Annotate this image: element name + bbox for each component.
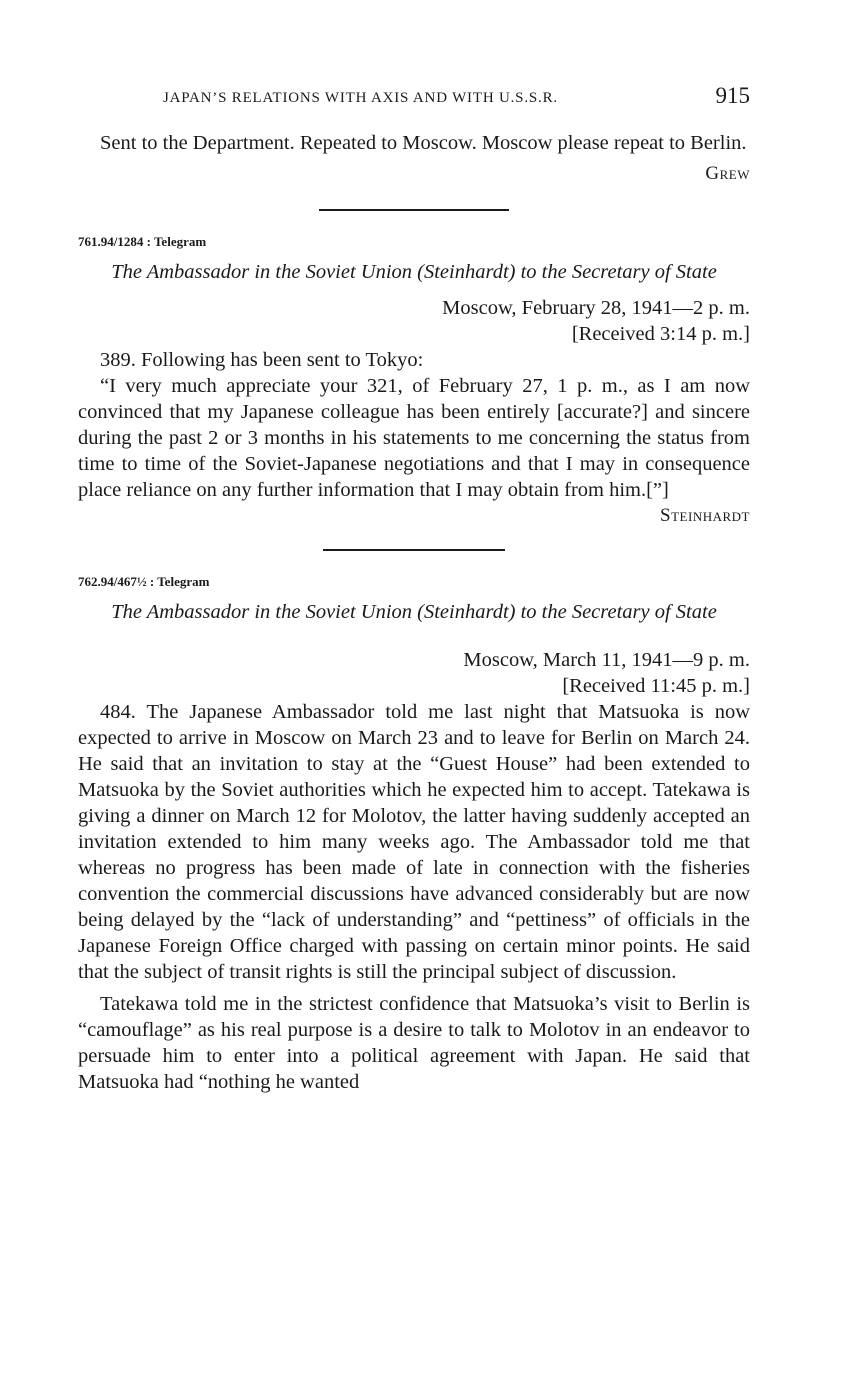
file-reference: 762.94/467½ : Telegram <box>78 574 210 589</box>
document-title: The Ambassador in the Soviet Union (Steinhardt) to the Secretary of State <box>111 261 717 283</box>
telegram-document <box>78 233 750 529</box>
running-title: JAPAN’S RELATIONS WITH AXIS AND WITH U.S.S.R. <box>163 90 558 106</box>
body-paragraph: Tatekawa told me in the strictest confidence that Matsuoka’s visit to Berlin is “camouflage” as his real purpose is a desire to talk to Molotov in an endeavor to persuade him to enter into a political agreement with Japan. He said that Matsuoka had “nothing he wanted <box>78 993 750 1093</box>
signature-grew: Grew <box>705 163 750 184</box>
running-header <box>78 83 750 116</box>
continuation-text: Sent to the Department. Repeated to Moscow. Moscow please repeat to Berlin. <box>100 132 747 154</box>
document-page <box>78 83 750 1095</box>
document-title: The Ambassador in the Soviet Union (Steinhardt) to the Secretary of State <box>111 601 717 623</box>
dateline: Moscow, March 11, 1941—9 p. m. <box>463 649 750 671</box>
section-divider <box>319 209 509 211</box>
telegram-document <box>78 573 750 1095</box>
section-divider <box>323 549 505 551</box>
dateline: Moscow, February 28, 1941—2 p. m. <box>442 297 750 319</box>
received-note: [Received 3:14 p. m.] <box>571 323 750 345</box>
body-paragraph: “I very much appreciate your 321, of February 27, 1 p. m., as I am now convinced that my Japanese colleague has been entirely [accurate?] and sincere during the past 2 or 3 months in his statements to me concerning the status from time to time of the Soviet-Japanese negotiations and that I may in consequence place reliance on any further information that I may obtain from him.[”] <box>78 375 750 501</box>
file-reference: 761.94/1284 : Telegram <box>78 234 207 249</box>
page-number: 915 <box>715 83 750 108</box>
signature-steinhardt: Steinhardt <box>660 505 750 526</box>
body-paragraph: 484. The Japanese Ambassador told me last night that Matsuoka is now expected to arrive in Moscow on March 23 and to leave for Berlin on March 24. He said that an invitation to stay at the “Guest House” had been extended to Matsuoka by the Soviet authorities which he expected him to accept. Tatekawa is giving a dinner on March 12 for Molotov, the latter having suddenly accepted an invitation extended to him many weeks ago. The Ambassador told me that whereas no progress has been made of late in connection with the fisheries convention the commercial discussions have advanced considerably but are now being delayed by the “lack of understanding” and “pettiness” of officials in the Japanese Foreign Office charged with passing on certain minor points. He said that the subject of transit rights is still the principal subject of discussion. <box>78 701 750 983</box>
body-paragraph: 389. Following has been sent to Tokyo: <box>100 349 424 371</box>
received-note: [Received 11:45 p. m.] <box>562 675 750 697</box>
